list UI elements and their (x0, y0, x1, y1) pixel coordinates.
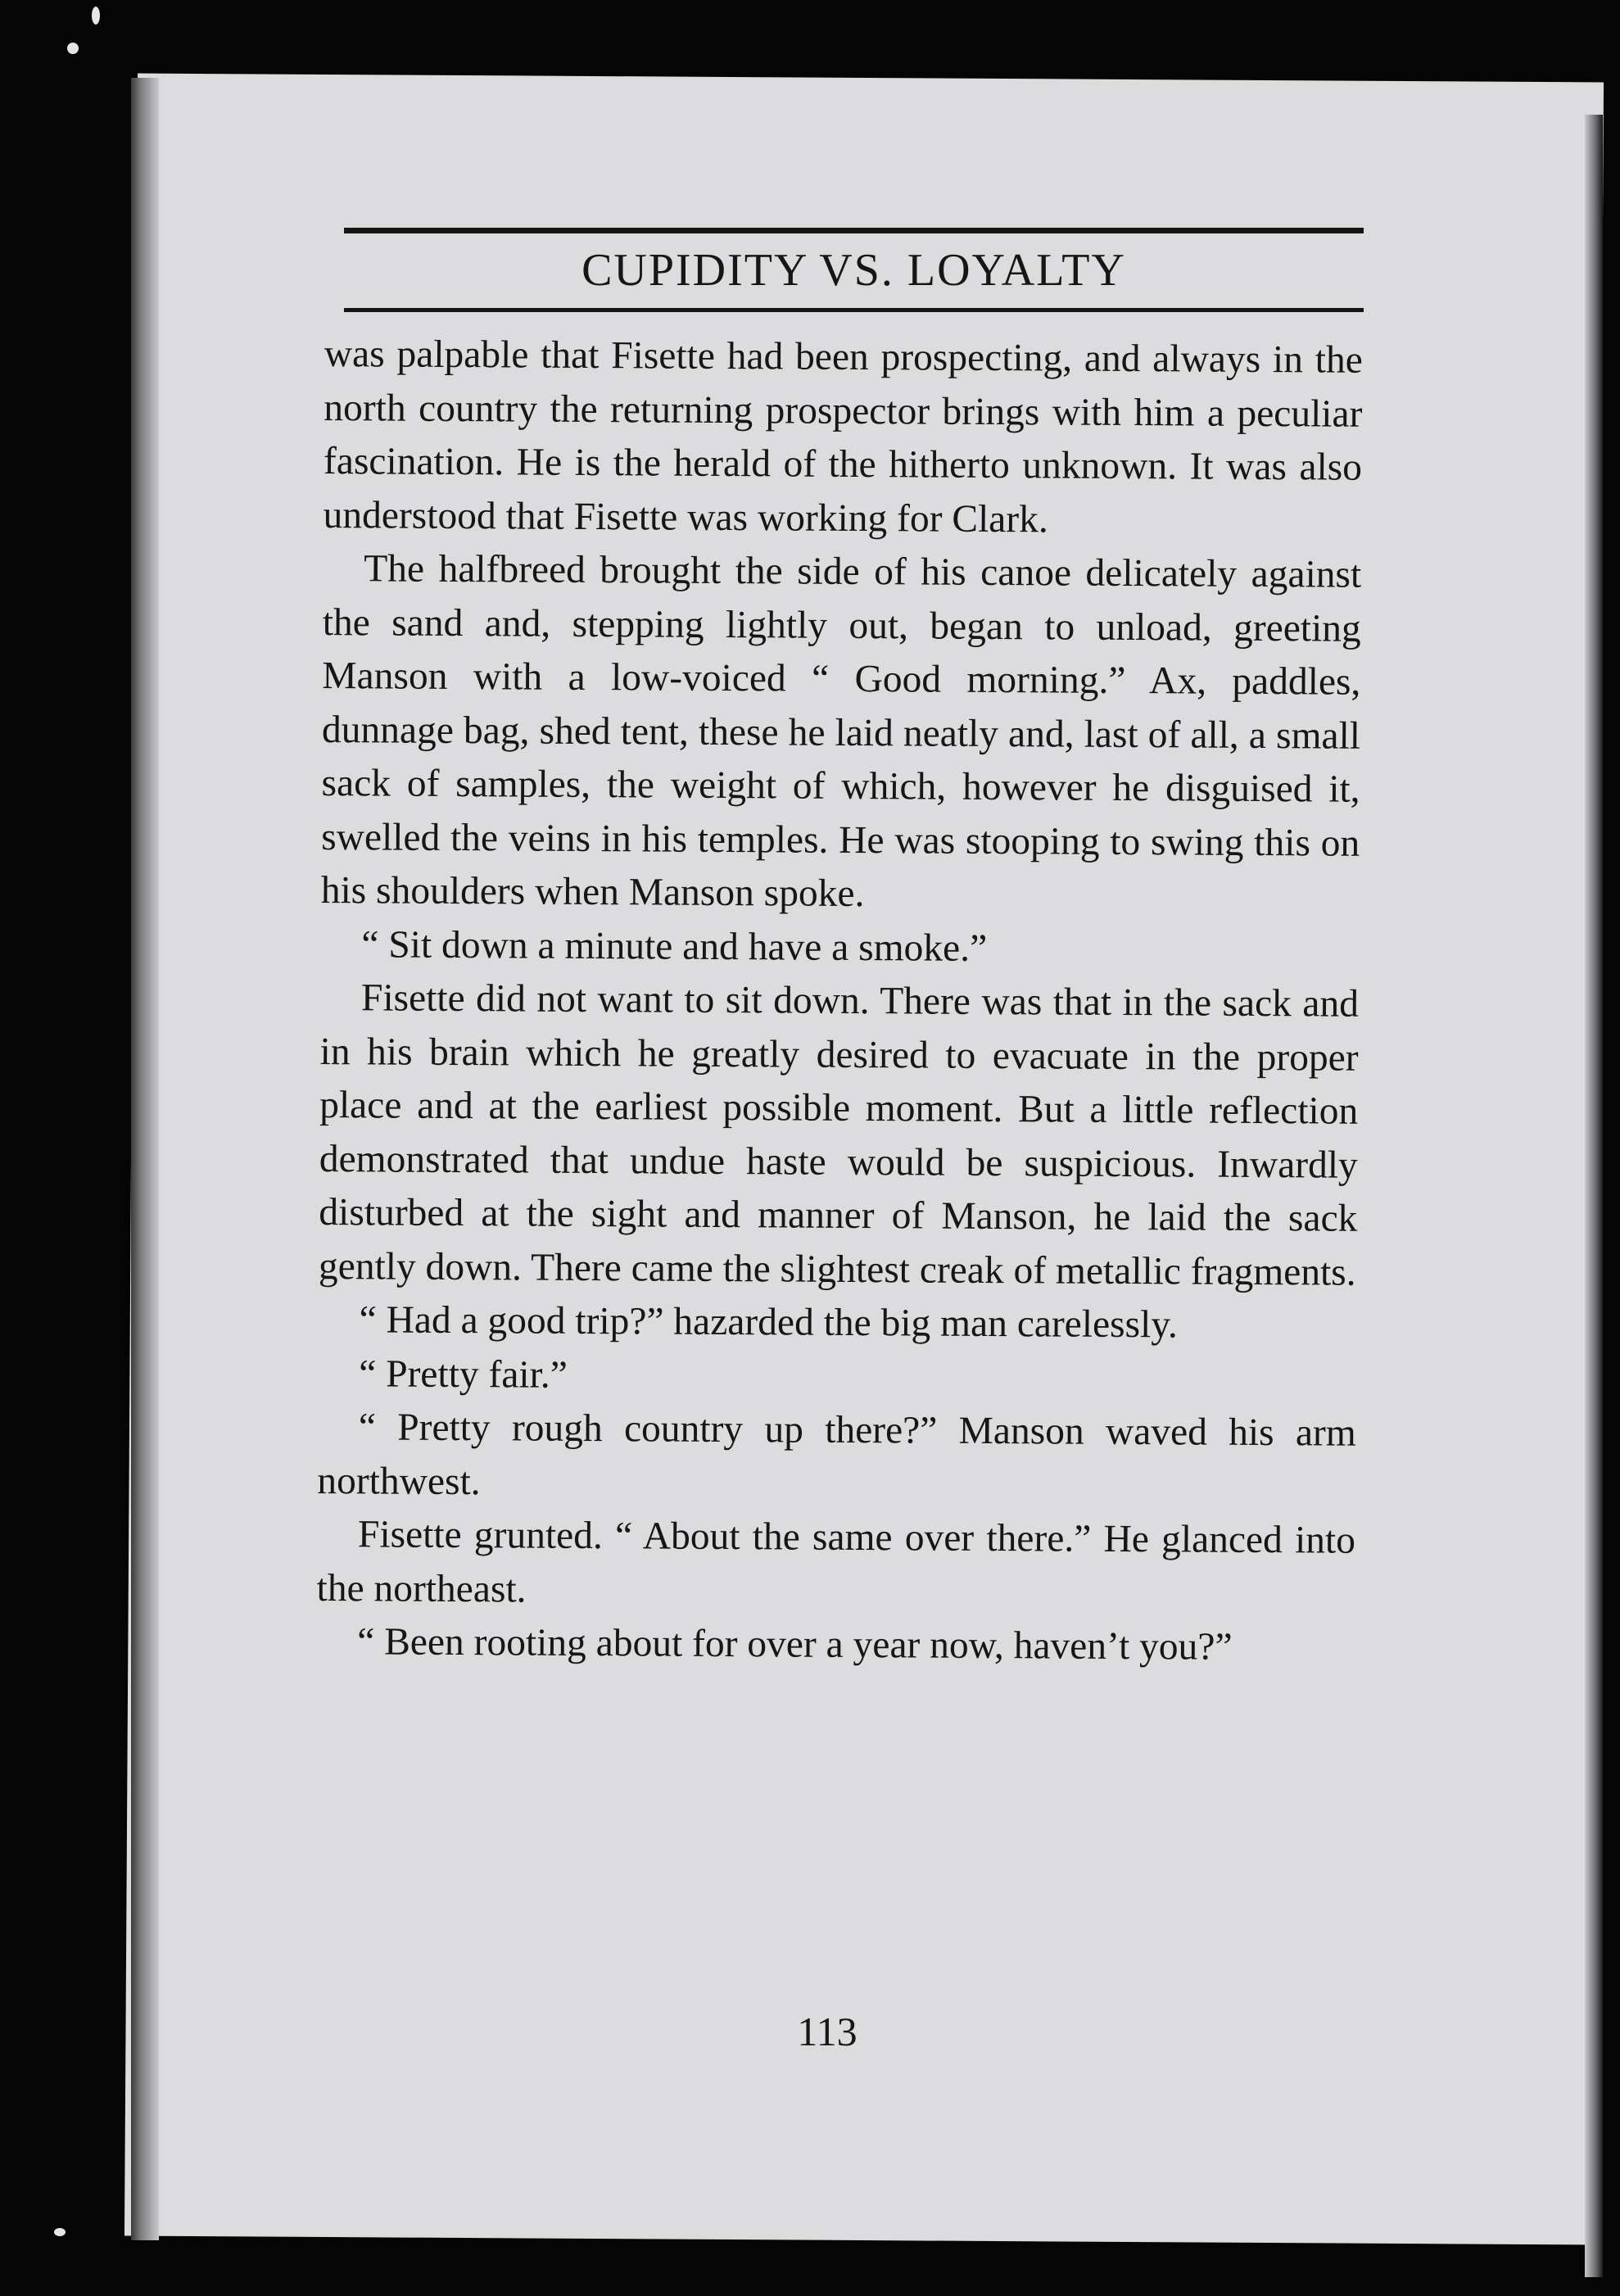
paragraph: “ Had a good trip?” hazarded the big man carelessly. (359, 1298, 1179, 1347)
page-right-edge (1585, 115, 1603, 2277)
paragraph: was palpable that Fisette had been prospecting, and always in the north country the returning prospector brings with him a peculiar fascination. He is the herald of the hitherto unknown. It was also understood that Fisette was working for Clark. (323, 332, 1363, 541)
paragraph: “ Sit down a minute and have a smoke.” (361, 922, 988, 970)
page-number: 113 (797, 2008, 858, 2054)
scan-speck (67, 43, 79, 54)
running-head: CUPIDITY VS. LOYALTY (581, 245, 1126, 296)
paragraph: “ Been rooting about for over a year now, haven’t you?” (357, 1620, 1233, 1669)
paragraph: Fisette grunted. “ About the same over there.” He glanced into the northeast. (316, 1513, 1356, 1611)
page-gutter-shadow (131, 78, 159, 2240)
header-rule-bottom (344, 308, 1364, 312)
paragraph: Fisette did not want to sit down. There was that in the sack and in his brain which he greatly desired to evacuate in the proper place and at the earliest possible moment. But a little reflection demonstrated that undue haste would be suspicious. Inwardly disturbed at the sight and manner of Manson, he laid the sack gently down. There came the slightest creak of metallic fragments. (318, 976, 1360, 1294)
body-text (316, 328, 1363, 1675)
scan-speck (54, 2228, 66, 2236)
paragraph: “ Pretty rough country up there?” Manson waved his arm northwest. (317, 1406, 1356, 1503)
scan-speck (92, 7, 100, 25)
paragraph: The halfbreed brought the side of his canoe delicately against the sand and, stepping lightly out, began to unload, greeting Manson with a low-voiced “ Good morning.” Ax, paddles, dunnage bag, shed tent, these he laid neatly and, last of all, a small sack of samples, the weight of which, however he disguised it, swelled the veins in his temples. He was stooping to swing this on his shoulders when Manson spoke. (320, 547, 1362, 916)
header-rule-top (344, 228, 1364, 233)
paragraph: “ Pretty fair.” (359, 1352, 568, 1397)
